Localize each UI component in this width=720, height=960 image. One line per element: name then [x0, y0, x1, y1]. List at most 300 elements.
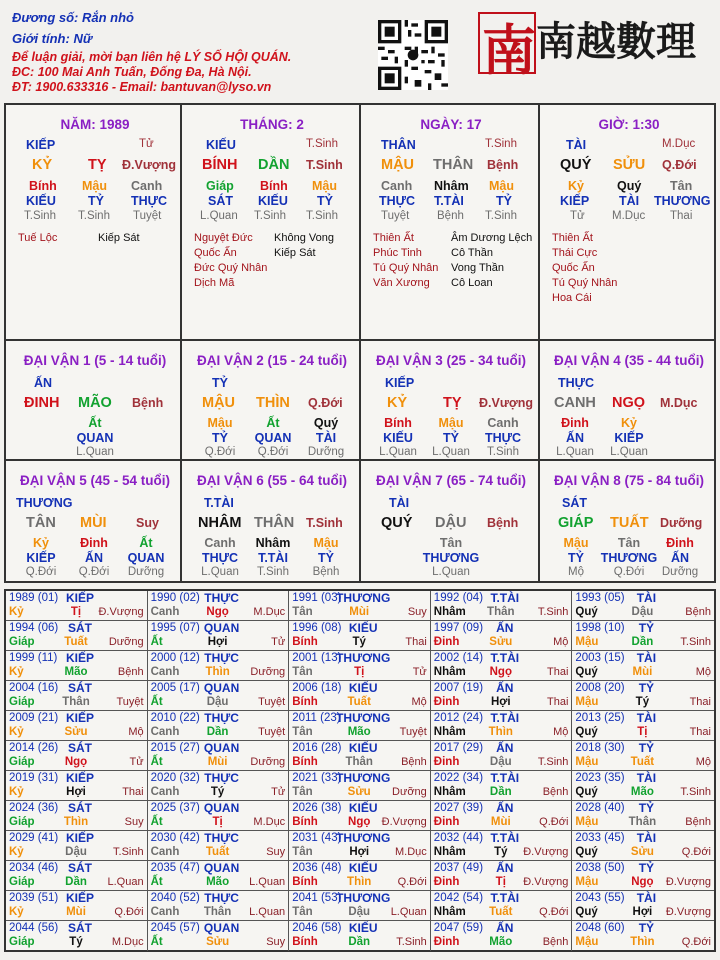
hidden-stem: Ất — [266, 416, 280, 430]
year-god: THƯƠNG — [336, 651, 391, 665]
year-phase: Bệnh — [401, 756, 427, 768]
hidden-phase: Q.Đới — [257, 446, 289, 458]
hidden-stem: Đinh — [80, 536, 108, 550]
hidden-god: QUAN — [254, 431, 292, 445]
year-branch: Dậu — [206, 696, 229, 708]
hidden-god: TỶ — [88, 194, 104, 208]
year-cell — [6, 861, 148, 891]
dai-van-branch: THÌN — [256, 395, 290, 411]
year-phase: Bệnh — [685, 606, 711, 618]
year-cell — [6, 921, 148, 951]
year-cell — [289, 681, 431, 711]
dai-van-title: ĐẠI VẬN 2 (15 - 24 tuổi) — [196, 353, 348, 368]
year-stem: Kỷ — [9, 606, 24, 618]
year-god: THƯƠNG — [336, 591, 391, 605]
hidden-god: ẤN — [84, 551, 104, 565]
hidden-god: TỶ — [318, 551, 334, 565]
year-stem: Tân — [292, 606, 313, 618]
year-label: 2045 (57) — [150, 922, 200, 934]
dai-van-branch: THÂN — [254, 515, 295, 531]
year-label: 2019 (31) — [9, 772, 59, 784]
year-god: TÀI — [636, 651, 657, 665]
year-branch: Tuất — [205, 846, 230, 858]
year-god: QUAN — [203, 921, 240, 935]
year-label: 2011 (23) — [292, 712, 341, 724]
year-stem: Đinh — [433, 696, 460, 708]
year-label: 1990 (02) — [150, 592, 200, 604]
year-god: T.TÀI — [490, 651, 520, 665]
dai-van-stem: ĐINH — [24, 395, 60, 411]
year-branch: Tuất — [489, 906, 513, 918]
star-label: Kiếp Sát — [98, 232, 140, 244]
pillar-branch: THÂN — [433, 157, 474, 173]
year-god: TÀI — [636, 831, 657, 845]
year-phase: Q.Đới — [681, 846, 711, 858]
brand-seal — [478, 12, 536, 82]
hidden-god: T.TÀI — [258, 551, 288, 565]
year-label: 1994 (06) — [9, 622, 59, 634]
year-cell — [431, 801, 573, 831]
year-stem: Canh — [150, 846, 180, 858]
year-stem: Nhâm — [433, 666, 466, 678]
year-branch: Tị — [495, 876, 506, 888]
hidden-stem: Kỷ — [568, 179, 584, 193]
year-god: TỶ — [638, 801, 655, 815]
year-stem: Ất — [150, 636, 163, 648]
year-phase: Thai — [546, 696, 569, 708]
year-phase: Suy — [266, 846, 286, 858]
pillar-stem: KỶ — [32, 157, 53, 173]
year-stem: Ất — [150, 816, 163, 828]
hidden-god: KIẾP — [614, 431, 644, 445]
hidden-stem: Đinh — [666, 536, 694, 550]
year-stem: Nhâm — [433, 786, 466, 798]
year-god: T.TÀI — [490, 891, 520, 905]
year-god: TÀI — [636, 591, 657, 605]
pillar-stem: BÍNH — [202, 157, 238, 173]
year-label: 2027 (39) — [433, 802, 484, 814]
pillar-hour — [538, 103, 716, 341]
hidden-stem: Tân — [439, 536, 463, 550]
year-cell — [6, 801, 148, 831]
year-branch: Thìn — [488, 726, 513, 738]
year-stem: Quý — [575, 906, 598, 918]
year-god: THỰC — [204, 771, 239, 785]
year-phase: Đ.Vượng — [98, 606, 144, 618]
gender-line: Giới tính: Nữ — [12, 31, 93, 46]
year-phase: Thai — [122, 786, 144, 798]
year-god: TỶ — [638, 741, 655, 755]
year-stem: Kỷ — [9, 666, 24, 678]
year-cell — [572, 591, 714, 621]
year-phase: Tử — [271, 636, 286, 648]
year-phase: L.Quan — [249, 876, 286, 888]
year-phase: T.Sinh — [537, 756, 569, 768]
pillar-branch: TỴ — [88, 157, 107, 173]
year-god: KIẾU — [348, 621, 378, 635]
year-god: SÁT — [68, 921, 92, 935]
star-label: Thiên Ất — [373, 232, 414, 244]
year-stem: Ất — [150, 696, 163, 708]
year-phase: M.Dục — [253, 816, 286, 828]
year-label: 2000 (12) — [150, 652, 200, 664]
hidden-stem: Tân — [617, 536, 641, 550]
year-stem: Canh — [150, 666, 180, 678]
year-phase: Thai — [405, 636, 427, 648]
year-label: 1997 (09) — [433, 622, 484, 634]
hidden-god: TỶ — [496, 194, 512, 208]
year-branch: Thân — [628, 816, 657, 828]
year-cell — [148, 891, 290, 921]
hidden-stem: Mậu — [313, 536, 339, 550]
year-cell — [148, 711, 290, 741]
year-god: TỶ — [638, 681, 655, 695]
year-phase: Mộ — [128, 726, 144, 738]
year-stem: Bính — [292, 696, 318, 708]
star-label: Cô Loan — [451, 277, 493, 289]
year-god: QUAN — [203, 861, 240, 875]
year-cell — [572, 771, 714, 801]
year-god: THƯƠNG — [336, 771, 391, 785]
year-cell — [6, 681, 148, 711]
year-cell — [289, 741, 431, 771]
hidden-god: ẤN — [670, 551, 690, 565]
year-label: 2002 (14) — [433, 652, 484, 664]
year-stem: Kỷ — [9, 846, 24, 858]
hidden-god: TỶ — [212, 431, 228, 445]
star-label: Tú Quý Nhân — [373, 262, 439, 274]
year-god: KIẾU — [348, 681, 378, 695]
year-branch: Hợi — [490, 696, 511, 708]
year-god: THỰC — [204, 891, 239, 905]
hidden-phase: L.Quan — [556, 446, 594, 458]
year-phase: L.Quan — [107, 876, 144, 888]
year-god: THỰC — [204, 591, 239, 605]
year-phase: M.Dục — [111, 936, 144, 948]
year-branch: Mão — [347, 726, 371, 738]
year-phase: Thai — [689, 696, 711, 708]
hidden-god: QUAN — [76, 431, 114, 445]
year-branch: Ngọ — [631, 876, 654, 888]
year-phase: Đ.Vượng — [665, 876, 711, 888]
pillar-stem-phase: T.Sinh — [306, 138, 338, 150]
year-branch: Tý — [494, 846, 508, 858]
year-cell — [148, 741, 290, 771]
hidden-phase: L.Quan — [432, 566, 470, 578]
year-cell — [572, 621, 714, 651]
year-stem: Đinh — [433, 876, 460, 888]
dai-van-title: ĐẠI VẬN 6 (55 - 64 tuổi) — [196, 473, 348, 488]
year-branch: Mùi — [66, 906, 86, 918]
year-label: 2048 (60) — [575, 922, 625, 934]
year-cell — [148, 831, 290, 861]
year-god: SÁT — [68, 861, 92, 875]
year-phase: T.Sinh — [680, 636, 711, 648]
year-stem: Tân — [292, 906, 313, 918]
year-phase: Q.Đới — [539, 816, 569, 828]
year-branch: Mão — [64, 666, 88, 678]
hidden-stem: Kỷ — [33, 536, 49, 550]
hidden-god: THƯƠNG — [654, 194, 711, 208]
year-label: 2012 (24) — [433, 712, 484, 724]
year-stem: Nhâm — [433, 606, 466, 618]
year-phase: Bệnh — [542, 936, 569, 948]
year-branch: Thìn — [63, 816, 89, 828]
dai-van-7 — [359, 459, 540, 583]
year-branch: Mùi — [349, 606, 370, 618]
year-phase: Q.Đới — [114, 906, 144, 918]
year-phase: Mộ — [553, 726, 569, 738]
hidden-stem: Kỷ — [621, 416, 637, 430]
year-stem: Tân — [292, 726, 313, 738]
year-stem: Canh — [150, 726, 180, 738]
annual-luck-grid — [4, 589, 716, 952]
dai-van-branch: TUẤT — [610, 515, 649, 531]
year-branch: Tị — [212, 816, 223, 828]
year-phase: Tử — [271, 786, 286, 798]
year-god: T.TÀI — [490, 591, 520, 605]
owner-line: Đương số: Rắn nhỏ — [12, 10, 134, 25]
dai-van-stem: KỶ — [387, 395, 408, 411]
dai-van-branch: MÃO — [78, 395, 112, 411]
address-line: ĐC: 100 Mai Anh Tuấn, Đống Đa, Hà Nội. — [12, 65, 252, 79]
year-branch: Dậu — [348, 906, 371, 918]
year-god: KIẾU — [348, 741, 378, 755]
hidden-stem: Mậu — [82, 179, 107, 193]
year-label: 1993 (05) — [575, 592, 625, 604]
year-god: KIẾP — [65, 711, 95, 725]
year-stem: Quý — [575, 846, 598, 858]
dai-van-stem: MẬU — [202, 395, 236, 411]
year-label: 2015 (27) — [150, 742, 200, 754]
hidden-stem: Canh — [204, 536, 236, 550]
year-branch: Ngọ — [489, 666, 512, 678]
year-branch: Thìn — [205, 666, 230, 678]
year-cell — [289, 921, 431, 951]
pillar-branch: DẦN — [258, 157, 290, 173]
hidden-god: ẤN — [565, 431, 585, 445]
brand-logo-text: 南越數理 — [536, 18, 696, 65]
year-label: 2029 (41) — [9, 832, 59, 844]
dai-van-branch: DẬU — [435, 515, 467, 531]
year-label: 2022 (34) — [433, 772, 484, 784]
dai-van-8 — [538, 459, 716, 583]
year-cell — [6, 891, 148, 921]
year-branch: Hợi — [632, 906, 653, 918]
hidden-phase: L.Quan — [379, 446, 417, 458]
year-cell — [148, 771, 290, 801]
star-label: Quốc Ấn — [194, 247, 237, 259]
year-phase: M.Dục — [253, 606, 286, 618]
year-phase: Tuyệt — [399, 726, 427, 738]
year-branch: Sửu — [489, 636, 513, 648]
year-cell — [431, 621, 573, 651]
year-god: QUAN — [203, 801, 240, 815]
dai-van-3 — [359, 339, 540, 461]
hidden-phase: Q.Đới — [613, 566, 645, 578]
year-branch: Sửu — [64, 726, 88, 738]
year-phase: T.Sinh — [537, 606, 569, 618]
year-phase: Đ.Vượng — [523, 846, 569, 858]
year-label: 2020 (32) — [150, 772, 200, 784]
year-cell — [148, 591, 290, 621]
year-phase: Suy — [124, 816, 144, 828]
year-label: 2044 (56) — [9, 922, 59, 934]
year-cell — [6, 741, 148, 771]
year-label: 2041 (53) — [292, 892, 342, 904]
hidden-phase: Tuyệt — [133, 210, 162, 222]
year-stem: Mậu — [575, 876, 599, 888]
star-label: Cô Thần — [451, 247, 493, 259]
hidden-phase: T.Sinh — [306, 210, 338, 222]
hidden-phase: Bệnh — [437, 210, 464, 222]
year-branch: Tị — [70, 606, 82, 618]
year-phase: Đ.Vượng — [665, 906, 711, 918]
dai-van-phase: M.Dục — [660, 396, 698, 410]
hidden-god: TÀI — [619, 194, 640, 208]
year-phase: Bệnh — [685, 816, 711, 828]
year-god: THƯƠNG — [336, 711, 391, 725]
hidden-stem: Bính — [29, 179, 57, 193]
year-cell — [289, 651, 431, 681]
year-phase: Tuyệt — [258, 726, 286, 738]
year-phase: Dưỡng — [250, 756, 286, 768]
year-branch: Tý — [635, 696, 650, 708]
year-branch: Dậu — [631, 606, 654, 618]
hidden-stem: Ất — [139, 536, 153, 550]
year-stem: Đinh — [433, 756, 460, 768]
year-god: KIẾP — [65, 891, 95, 905]
year-cell — [572, 651, 714, 681]
hidden-stem: Mậu — [207, 416, 233, 430]
year-cell — [148, 651, 290, 681]
year-cell — [572, 741, 714, 771]
year-cell — [148, 921, 290, 951]
star-label: Vong Thần — [451, 262, 505, 274]
year-cell — [289, 771, 431, 801]
year-god: KIẾP — [65, 771, 95, 785]
hidden-phase: Q.Đới — [204, 446, 236, 458]
year-label: 1996 (08) — [292, 622, 342, 634]
pillar-month — [180, 103, 361, 341]
pillar-stem-phase: T.Sinh — [485, 138, 517, 150]
year-label: 2030 (42) — [150, 832, 200, 844]
dai-van-phase: Suy — [136, 516, 159, 530]
year-stem: Kỷ — [9, 786, 24, 798]
year-branch: Tuất — [64, 636, 88, 648]
year-phase: L.Quan — [390, 906, 427, 918]
year-cell — [148, 681, 290, 711]
hidden-god: KIẾP — [560, 194, 590, 208]
year-phase: Thai — [689, 726, 711, 738]
year-label: 1989 (01) — [9, 592, 59, 604]
year-branch: Mùi — [632, 666, 653, 678]
star-label: Đức Quý Nhân — [194, 262, 268, 274]
year-branch: Dần — [206, 726, 229, 738]
hidden-phase: M.Dục — [612, 210, 646, 222]
hidden-god: THỰC — [379, 194, 416, 208]
hidden-god: KIẾU — [26, 194, 56, 208]
pillar-title: NGÀY: 17 — [420, 117, 482, 132]
year-stem: Quý — [575, 786, 598, 798]
pillar-title: NĂM: 1989 — [60, 117, 130, 132]
year-label: 2046 (58) — [292, 922, 342, 934]
hidden-god: KIẾP — [26, 551, 56, 565]
year-phase: Đ.Vượng — [381, 816, 427, 828]
year-phase: M.Dục — [395, 846, 427, 858]
year-god: TỶ — [638, 921, 655, 935]
year-label: 2028 (40) — [575, 802, 625, 814]
year-label: 2039 (51) — [9, 892, 59, 904]
year-branch: Dần — [489, 786, 512, 798]
year-cell — [431, 831, 573, 861]
pillar-branch-phase: Q.Đới — [662, 158, 697, 172]
year-stem: Giáp — [9, 876, 35, 888]
year-label: 2016 (28) — [292, 742, 342, 754]
year-stem: Giáp — [9, 936, 35, 948]
hidden-phase: T.Sinh — [485, 210, 517, 222]
year-label: 1995 (07) — [150, 622, 200, 634]
year-god: THỰC — [204, 831, 239, 845]
year-god: KIẾP — [65, 591, 95, 605]
year-phase: Q.Đới — [397, 876, 427, 888]
year-god: THƯƠNG — [336, 891, 391, 905]
year-god: TỶ — [638, 861, 655, 875]
year-label: 2003 (15) — [575, 652, 625, 664]
hidden-stem: Mậu — [563, 536, 589, 550]
dai-van-6 — [180, 459, 361, 583]
qr-code-icon — [378, 20, 448, 90]
year-god: TỶ — [638, 621, 655, 635]
year-label: 2001 (13) — [292, 652, 342, 664]
hidden-god: KIẾU — [258, 194, 288, 208]
year-stem: Tân — [292, 846, 313, 858]
year-stem: Nhâm — [433, 726, 466, 738]
year-cell — [431, 861, 573, 891]
year-stem: Mậu — [575, 696, 599, 708]
year-phase: L.Quan — [249, 906, 286, 918]
year-stem: Tân — [292, 666, 313, 678]
year-stem: Ất — [150, 936, 163, 948]
year-label: 2017 (29) — [433, 742, 484, 754]
hidden-phase: Thai — [670, 210, 693, 222]
hidden-stem: Mậu — [438, 416, 464, 430]
year-branch: Ngọ — [206, 606, 229, 618]
year-phase: Dưỡng — [108, 636, 144, 648]
year-label: 2032 (44) — [433, 832, 484, 844]
year-god: T.TÀI — [490, 831, 520, 845]
year-branch: Tý — [352, 636, 366, 648]
year-label: 2036 (48) — [292, 862, 342, 874]
hidden-phase: T.Sinh — [24, 210, 56, 222]
year-branch: Dậu — [489, 756, 512, 768]
year-label: 2025 (37) — [150, 802, 200, 814]
star-label: Phúc Tinh — [373, 247, 422, 259]
year-branch: Dần — [631, 636, 654, 648]
year-branch: Hợi — [66, 786, 86, 798]
hidden-god: THỰC — [131, 194, 168, 208]
year-stem: Giáp — [9, 816, 35, 828]
year-stem: Kỷ — [9, 906, 24, 918]
year-branch: Tý — [210, 786, 225, 798]
pillar-title: THÁNG: 2 — [240, 117, 304, 132]
year-god: ẤN — [496, 621, 514, 635]
year-label: 2008 (20) — [575, 682, 625, 694]
year-label: 2021 (33) — [292, 772, 342, 784]
star-label: Không Vong — [274, 232, 334, 244]
year-branch: Sửu — [630, 846, 654, 858]
year-branch: Thân — [203, 906, 232, 918]
